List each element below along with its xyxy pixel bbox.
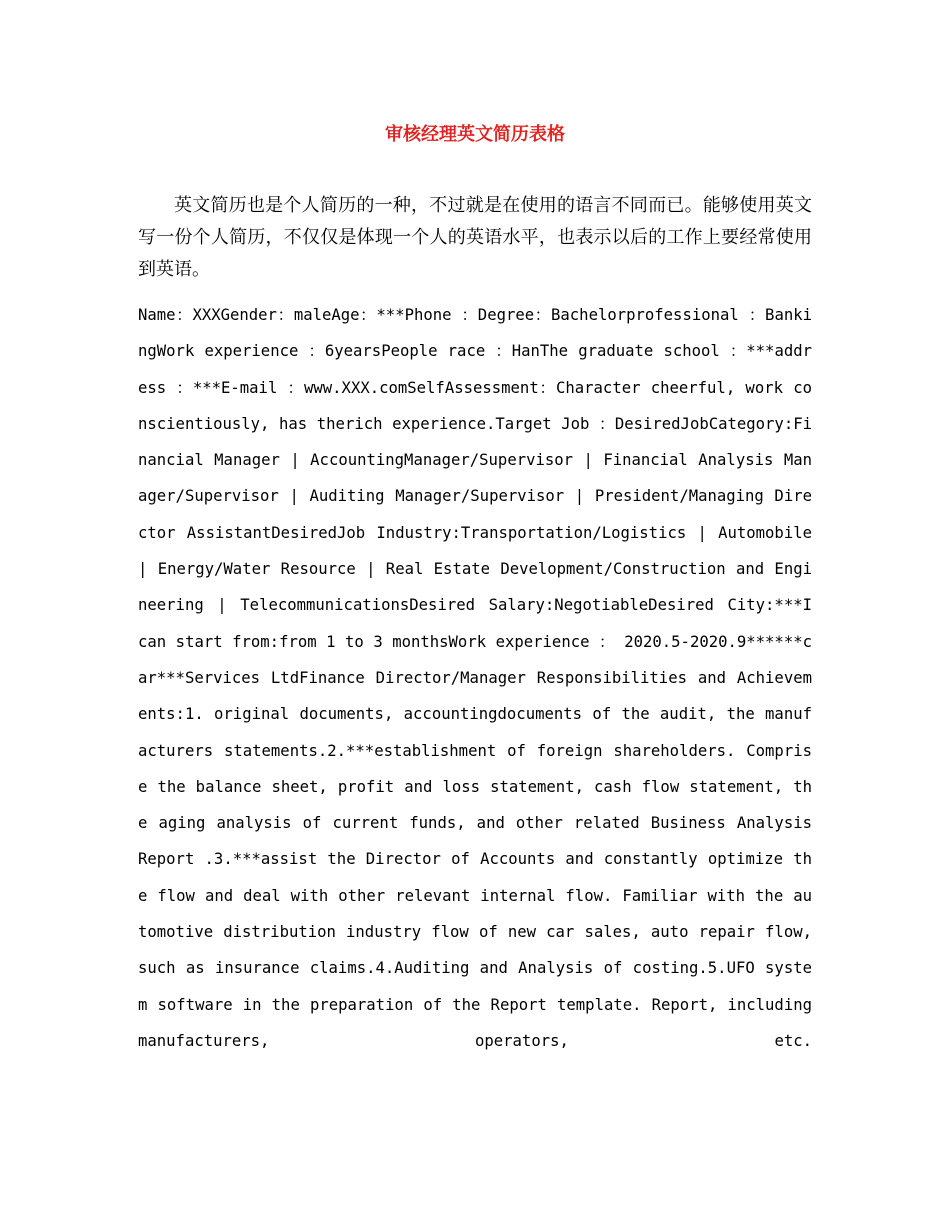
document-title: 审核经理英文简历表格 <box>385 124 565 145</box>
intro-paragraph: 英文简历也是个人简历的一种，不过就是在使用的语言不同而已。能够使用英文写一份个人简历，不仅仅是体现一个人的英语水平，也表示以后的工作上要经常使用到英语。 <box>138 195 812 280</box>
resume-body-text: Name：XXXGender：maleAge：***Phone ：Degree：Bachelorprofessional ：BankingWork experience ：6yearsPeople race ：HanThe graduate school ：***address ：***E-mail ：www.XXX.comSelfAssessment：Character cheerful, work conscientiously, has therich experience.Target Job ：DesiredJobCategory:Financial Manager | AccountingManager/Supervisor | Financial Analysis Manager/Supervisor | Auditing Manager/Supervisor | President/Managing Director AssistantDesiredJob Industry:Transportation/Logistics | Automobile | Energy/Water Resource | Real Estate Development/Construction and Engineering | TelecommunicationsDesired Salary:NegotiableDesired City:***I can start from:from 1 to 3 monthsWork experience ： 2020.5-2020.9******car***Services LtdFinance Director/Manager Responsibilities and Achievements:1. original documents, accountingdocuments of the audit, the manufacturers statements.2.***establishment of foreign shareholders. Comprise the balance sheet, profit and loss statement, cash flow statement, the aging analysis of current funds, and other related Business Analysis Report .3.***assist the Director of Accounts and constantly optimize the flow and deal with other relevant internal flow. Familiar with the automotive distribution industry flow of new car sales, auto repair flow, such as insurance claims.4.Auditing and Analysis of costing.5.UFO system software in the preparation of the Report template. Report, including manufacturers, operators, etc. <box>138 306 812 1050</box>
